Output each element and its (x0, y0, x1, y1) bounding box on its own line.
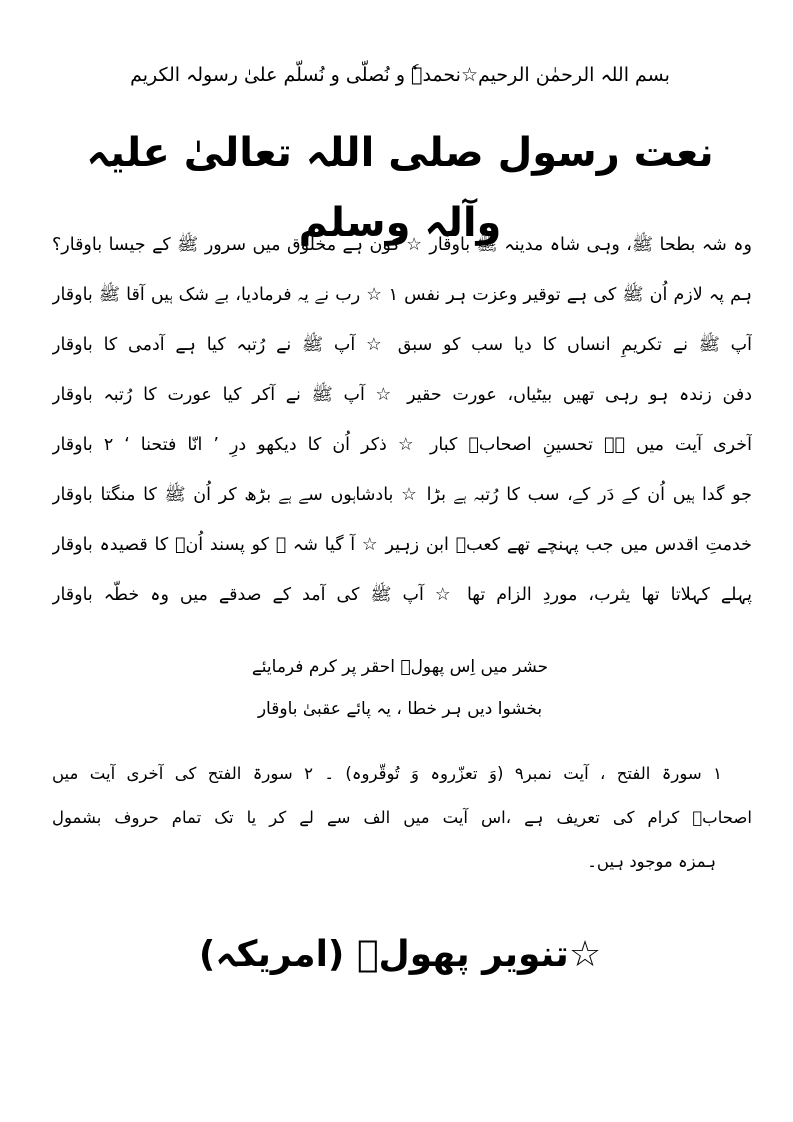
verse-line: دفن زندہ ہو رہی تھیں بیٹیاں، عورت حقیر ☆ آپ ﷺ نے آکر کیا عورت کا رُتبہ باوقار (52, 385, 752, 405)
verse-line: پہلے کہلاتا تھا یثرب، موردِ الزام تھا ☆ آپ ﷺ کی آمد کے صدقے میں وہ خطّہ باوقار (52, 585, 752, 605)
closing-line: بخشوا دیں ہر خطا ، یہ پائے عقبیٰ باوقار (257, 699, 543, 719)
footnote-line: اصحابؓ کرام کی تعریف ہے ،اس آیت میں الف سے لے کر یا تک تمام حروف بشمول (52, 808, 752, 827)
verse-line: وہ شہ بطحا ﷺ، وہی شاہ مدینہ ﷺ باوقار ☆ کون ہے مخلوق میں سرور ﷺ کے جیسا باوقار؟ (52, 235, 752, 255)
verse-line: آخری آیت میں ہے تحسینِ اصحابؓ کبار ☆ ذکر اُن کا دیکھو درِ ’ انّا فتحنا ‘ ۲ باوقار (52, 435, 752, 455)
verse-line: خدمتِ اقدس میں جب پہنچے تھے کعبؓ ابن زہیر ☆ آ گیا شہ ﷺ کو پسند اُنؓ کا قصیدہ باوقار (52, 535, 752, 555)
footnotes (52, 752, 752, 884)
verse-line: ہم پہ لازم اُن ﷺ کی ہے توقیر وعزت ہر نفس ۱ ☆ رب نے یہ فرمادیا، بے شک ہیں آقا ﷺ باوقار (52, 285, 752, 305)
footnote-line: ہمزہ موجود ہیں۔ (587, 852, 716, 871)
page-title: نعت رسول صلی اللہ تعالیٰ علیہ وآلہ وسلم (86, 130, 714, 246)
closing-line: حشر میں اِس پھولؔ احقر پر کرم فرمایئے (251, 657, 549, 677)
footnote-line: ۱ سورۃ الفتح ، آیت نمبر۹ (وَ تعزّروہ وَ تُوقّروہ) ۔ ۲ سورۃ الفتح کی آخری آیت میں (52, 764, 723, 783)
naat-verses (52, 220, 752, 620)
bismillah-heading: بسم اللہ الرحمٰن الرحیم☆نحمدہٗ و نُصلّی و نُسلّم علیٰ رسولہ الکریم (130, 64, 670, 86)
verse-line: آپ ﷺ نے تکریمِ انساں کا دیا سب کو سبق ☆ آپ ﷺ نے رُتبہ کیا ہے آدمی کا باوقار (52, 335, 752, 355)
closing-couplet (100, 646, 700, 730)
author-signature: ☆تنویر پھولؔ (امریکہ) (198, 934, 602, 975)
verse-line: جو گدا ہیں اُن کے دَر کے، سب کا رُتبہ ہے بڑا ☆ بادشاہوں سے ہے بڑھ کر اُن ﷺ کا منگتا باوقار (52, 485, 752, 505)
